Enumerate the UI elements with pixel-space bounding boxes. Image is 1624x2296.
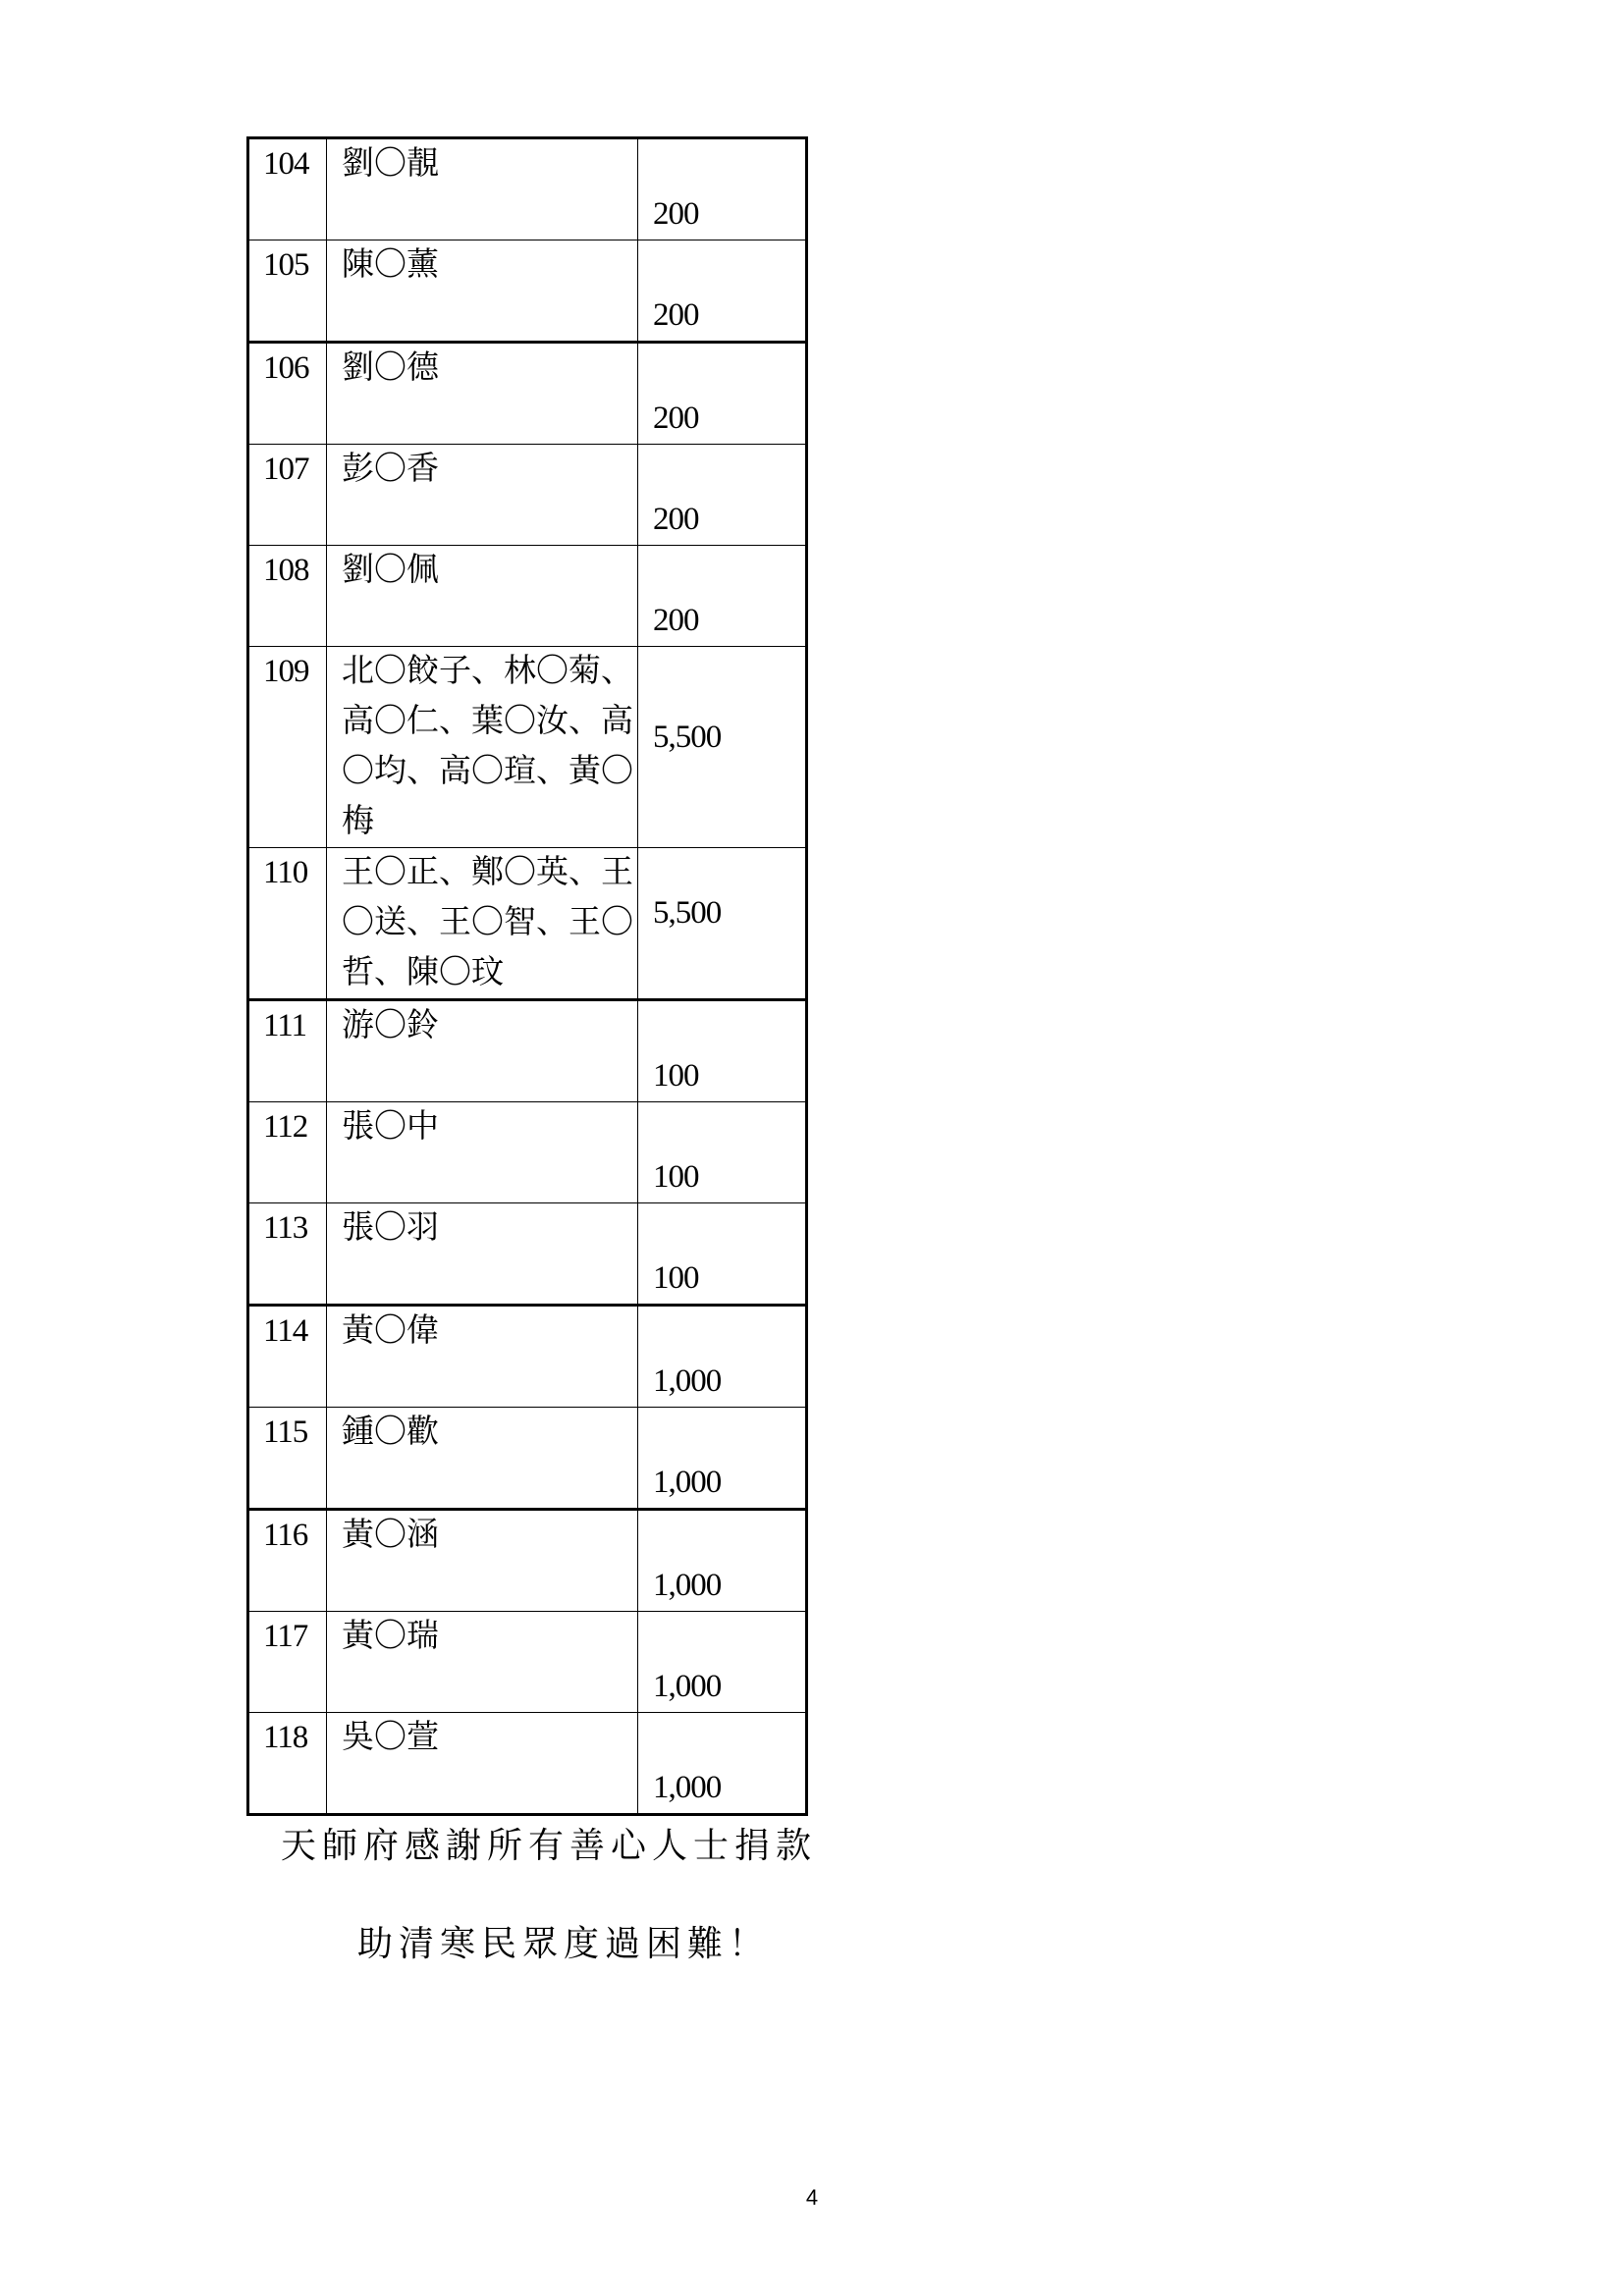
table-row xyxy=(248,1000,807,1102)
donation-amount: 200 xyxy=(638,546,807,647)
donor-number: 112 xyxy=(248,1102,327,1203)
donor-number: 116 xyxy=(248,1510,327,1612)
donor-number: 109 xyxy=(248,647,327,848)
donation-amount-cell xyxy=(638,647,807,848)
donation-amount: 100 xyxy=(638,1000,807,1102)
table-row xyxy=(248,343,807,445)
page-number: 4 xyxy=(805,2185,819,2210)
donor-table xyxy=(246,136,808,1816)
table-row xyxy=(248,546,807,647)
table-row xyxy=(248,1510,807,1612)
table-row xyxy=(248,1102,807,1203)
donation-amount: 1,000 xyxy=(638,1612,807,1713)
donor-number: 104 xyxy=(248,138,327,240)
donation-amount: 100 xyxy=(638,1203,807,1306)
table-row xyxy=(248,647,807,848)
donor-name: 北〇餃子、林〇菊、高〇仁、葉〇汝、高〇均、高〇瑄、黃〇梅 xyxy=(327,647,638,848)
donor-name: 張〇中 xyxy=(327,1102,638,1203)
table-row xyxy=(248,848,807,1000)
table-row xyxy=(248,240,807,343)
donor-name: 彭〇香 xyxy=(327,445,638,546)
donor-number: 110 xyxy=(248,848,327,1000)
donation-amount: 1,000 xyxy=(638,1306,807,1408)
closing-text-thanks: 天師府感謝所有善心人士捐款 xyxy=(281,1826,818,1866)
donor-number: 105 xyxy=(248,240,327,343)
closing-text-help: 助清寒民眾度過困難！ xyxy=(357,1924,771,1964)
table-row xyxy=(248,1408,807,1510)
donor-number: 117 xyxy=(248,1612,327,1713)
donor-number: 113 xyxy=(248,1203,327,1306)
donor-name: 張〇羽 xyxy=(327,1203,638,1306)
donor-number: 106 xyxy=(248,343,327,445)
donation-amount: 200 xyxy=(638,240,807,343)
donor-name: 劉〇佩 xyxy=(327,546,638,647)
donation-amount: 200 xyxy=(638,138,807,240)
donation-amount-cell xyxy=(638,848,807,1000)
donor-name: 劉〇靚 xyxy=(327,138,638,240)
donation-amount: 5,500 xyxy=(653,895,722,931)
donation-amount: 1,000 xyxy=(638,1408,807,1510)
table-row xyxy=(248,1713,807,1815)
table-row xyxy=(248,1306,807,1408)
donation-amount: 100 xyxy=(638,1102,807,1203)
table-row xyxy=(248,1203,807,1306)
table-row xyxy=(248,1612,807,1713)
table-row xyxy=(248,445,807,546)
donation-amount: 5,500 xyxy=(653,719,722,755)
donor-name: 吳〇萱 xyxy=(327,1713,638,1815)
donor-number: 118 xyxy=(248,1713,327,1815)
donor-number: 107 xyxy=(248,445,327,546)
donor-number: 115 xyxy=(248,1408,327,1510)
donation-amount: 1,000 xyxy=(638,1510,807,1612)
donor-number: 108 xyxy=(248,546,327,647)
donor-name: 鍾〇歡 xyxy=(327,1408,638,1510)
donor-name: 黃〇偉 xyxy=(327,1306,638,1408)
donor-number: 114 xyxy=(248,1306,327,1408)
donor-name: 劉〇德 xyxy=(327,343,638,445)
donor-name: 王〇正、鄭〇英、王〇送、王〇智、王〇哲、陳〇玟 xyxy=(327,848,638,1000)
donor-name: 黃〇瑞 xyxy=(327,1612,638,1713)
donation-amount: 200 xyxy=(638,445,807,546)
donation-amount: 1,000 xyxy=(638,1713,807,1815)
donor-name: 游〇鈴 xyxy=(327,1000,638,1102)
donor-name: 陳〇薰 xyxy=(327,240,638,343)
donation-amount: 200 xyxy=(638,343,807,445)
donor-number: 111 xyxy=(248,1000,327,1102)
donor-name: 黃〇涵 xyxy=(327,1510,638,1612)
table-row xyxy=(248,138,807,240)
